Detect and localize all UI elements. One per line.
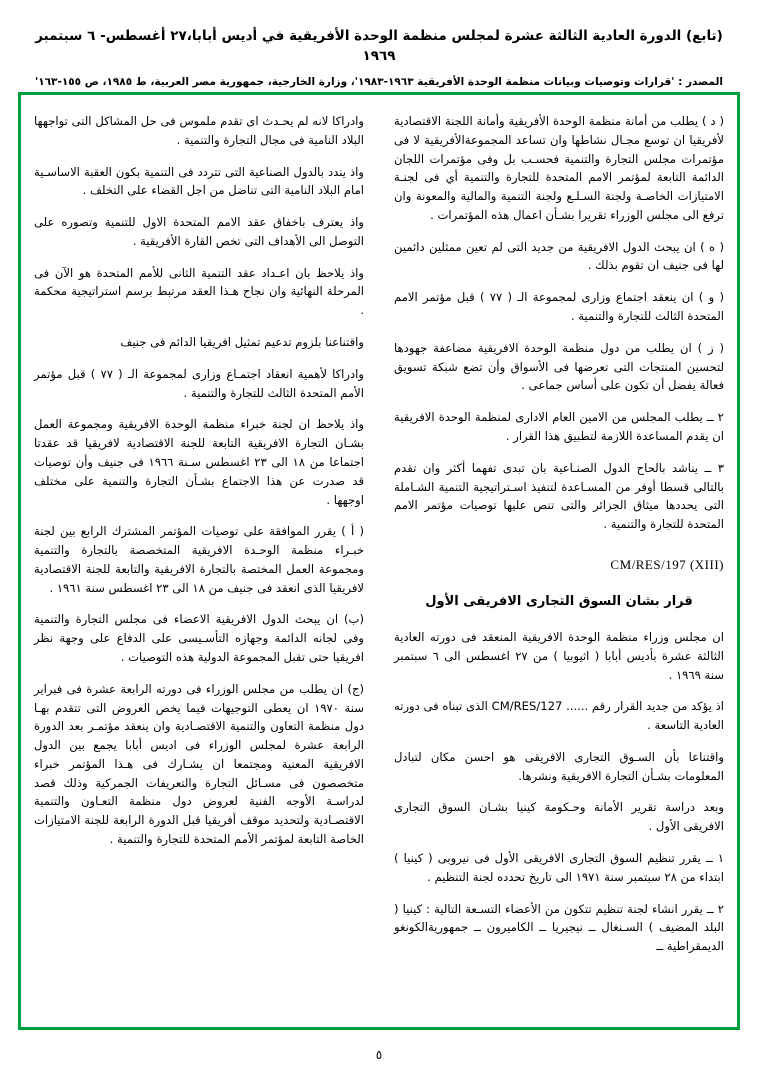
column-left — [34, 112, 364, 1016]
source-line: المصدر : 'قرارات وتوصيات وبيانات منظمة الوحدة الأفريقية ١٩٦٣-١٩٨٣'، وزارة الخارجية، جمهورية مصر العربية، ط ١٩٨٥، ص ١٥٥-١٦٣' — [35, 75, 723, 88]
paragraph: واذ يعترف باخفاق عقد الامم المتحدة الاول للتنمية وتصوره على التوصل الى الأهداف التى تخص القارة الأفريقية . — [34, 215, 364, 248]
paragraph: ٢ ــ يقرر انشاء لجنة تنظيم تتكون من الأعضاء التسـعة التالية : كينيا ( البلد المضيف ) السـنغال ــ نيجيريا ــ الكاميرون ــ جمهورية‌الكونغو الديمقراطية ــ — [394, 901, 724, 954]
page-title: (تابع) الدورة العادية الثالثة عشرة لمجلس منظمة الوحدة الأفريقية في أديس أبابا،٢٧ أغسطس- ٦ سبتمبر ١٩٦٩ — [35, 28, 723, 65]
resolution-code: CM/RES/197 (XIII) — [610, 556, 724, 572]
paragraph: واذ يندد بالدول الصناعية التى تتردد فى التنمية بكون العقبة الاساسـية امام البلاد النامية التى تناضل من اجل القضاء على التخلف . — [34, 164, 364, 198]
paragraph: (ج) ان يطلب من مجلس الوزراء فى دورته الرابعة عشرة فى فبراير سنة ١٩٧٠ ان يعطى التوجيهات فيما يخص العروض التى تتقدم بهـا دول منظمة التعاون والتنمية الاقتصـادية وان ينعقد مؤتمـر بعد الدورة الرابعة عشرة لمجلس الوزراء فى اديس أبابا يجمع بين الدول الافريقية المعنية ومجتمعا ان يشـارك فى هـذا المؤتمر خبراء متخصصون فى مسـائل التجارة والتعريفات الجمركية وذلك قصد لدراسـة الأوجه الفنية لعروض دول منظمة التعـاون والتنمية الاقتصـادية ولتحديد موقف أفريقيا قبل الدورة الرابعة للجنة الامتيازات الخاصة التابعة لمؤتمر الأمم المتحدة للتجارة والتنمية . — [34, 681, 364, 846]
paragraph: وبعد دراسة تقرير الأمانة وحـكومة كينيا بشـان السوق التجارى الافريقى الأول . — [394, 800, 724, 834]
paragraph: (ب) ان يبحث الدول الافريقية الاعضاء فى مجلس التجارة والتنمية وفى لجانه الدائمة وجهازه التأسـيسى على الدفاع على وجهة نظر افريقيا حتى تقبل المجموعة الدولية هذه التوصيات . — [34, 612, 364, 664]
paragraph: ( د ) يطلب من أمانة منظمة الوحدة الأفريقية وأمانة اللجنة الاقتصادية لأفريقيا ان توسع مجـال نشاطها وان تساعد المجموعةالأفريقية لا فى مؤتمرات مجلس التجارة والتنمية فحسـب بل وفى مؤتمرات اللجان الدائمة التابعة لمؤتمر الامم المتحدة للتجارة والتنمية أي فى لجنـة الامتيازات الخاصـة ولجنة السـلـع ولجنة التنمية والمالية والمعونة وان ترفع الى مجلس الوزراء تقريرا بشـأن اعمال هذه المؤتمرات . — [394, 114, 724, 222]
paragraph: واذ يلاحظ بان اعـداد عقد التنمية الثانى للأمم المتحدة هو الآن فى المرحلة النهائية وان نجاح هـذا العقد مرتبط برسم استراتيجية محكمة . — [34, 265, 364, 318]
paragraph: واقتناعنا بلزوم تدعيم تمثيل افريقيا الدائم فى جنيف — [120, 335, 364, 350]
paragraph: ٢ ــ يطلب المجلس من الامين العام الادارى لمنظمة الوحدة الافريقية ان يقدم المساعدة اللازمة لتطبيق هذا القرار . — [394, 410, 724, 443]
page-number: ٥ — [375, 1048, 383, 1062]
resolution-title: قرار بشان السوق التجارى الافريقى الأول — [425, 593, 693, 609]
paragraph: ( ه ) ان يبحث الدول الافريقية من جديد التى لم تعين ممثلين دائمين لها فى جنيف ان تقوم بذلك . — [394, 239, 724, 273]
paragraph: واقتناعا بأن السـوق التجارى الافريقى هو احسن مكان لتبادل المعلومات بشـأن التجارة الافريقية ونشرها. — [394, 749, 724, 783]
page-header — [0, 0, 758, 90]
paragraph: اذ يؤكد من جديد القرار رقم ...... CM/RES/127 الذى تبناه فى دورته العادية التاسعة . — [394, 699, 724, 733]
paragraph: وادراكا لانه لم يحـدث اى تقدم ملموس فى حل المشاكل التى تواجهها البلاد النامية فى مجال التجارة والتنمية . — [34, 114, 364, 147]
paragraph: ( ز ) ان يطلب من دول منظمة الوحدة الافريقية مضاعفة جهودها لتحسين المنتجات التى تعرضها فى الأسواق وأن تضع شبكة تسويق فعالة يفضل أن تكون على أساس جماعى . — [394, 340, 724, 393]
paragraph: ان مجلس وزراء منظمة الوحدة الافريقية المنعقد فى دورته العادية الثالثة عشرة بأديس أبابا ( اثيوبيا ) من ٢٧ اغسطس الى ٦ سبتمبر سنة ١٩٦٩ . — [394, 629, 724, 682]
column-right — [394, 112, 724, 1016]
text-columns — [34, 112, 724, 1016]
paragraph: ١ ــ يقرر تنظيم السوق التجارى الافريقى الأول فى نيروبى ( كينيا ) ابتداء من ٢٨ سبتمبر سنة ١٩٧١ الى تاريخ تحدده لجنة التنظيم . — [394, 850, 724, 884]
paragraph: وادراكا لأهمية انعقاد اجتمـاع وزارى لمجموعة الـ ( ٧٧ ) قبل مؤتمر الأمم المتحدة الثالث للتجارة والتنمية . — [34, 366, 364, 400]
paragraph: واذ يلاحظ ان لجنة خبراء منظمة الوحدة الافريقية ومجموعة العمل بشـان التجارة الافريقية التابعة للجنة الاقتصادية لافريقيا قد عقدتا اجتماعا من ١٨ الى ٢٣ اغسطس سـنة ١٩٦٦ فى جنيف وأن توصيات قد صدرت عن هذا الاجتماع بشـأن التجارة والتنمية على مختلف اوجهها . — [34, 417, 364, 507]
paragraph: ٣ ــ يناشد بالحاح الدول الصنـاعية بان تبدى تفهما أكثر وان تقدم بالتالى قسطا أوفر من المسـاعدة لتنفيذ اسـتراتيجية التنمية الشـاملة التى يحددها ميثاق الجزائر والتى تنص عليها توصيات مؤتمر الامم المتحدة للتجارة والتنمية . — [394, 460, 724, 532]
paragraph: ( و ) ان ينعقد اجتماع وزارى لمجموعة الـ ( ٧٧ ) قبل مؤتمر الامم المتحدة الثالث للتجارة والتنمية . — [394, 290, 724, 324]
paragraph: ( أ ) يقرر الموافقة على توصيات المؤتمر المشترك الرابع بين لجنة خبـراء منظمة الوحـدة الافريقية المتخصصة بالتجارة والتنمية ومجموعة العمل المختصة بالتجارة الافريقية والتابعة للجنة الاقتصادية لافريقيا الذى انعقد فى جنيف من ١٨ الى ٢٣ اغسطس سنة ١٩٦١ . — [34, 524, 364, 595]
